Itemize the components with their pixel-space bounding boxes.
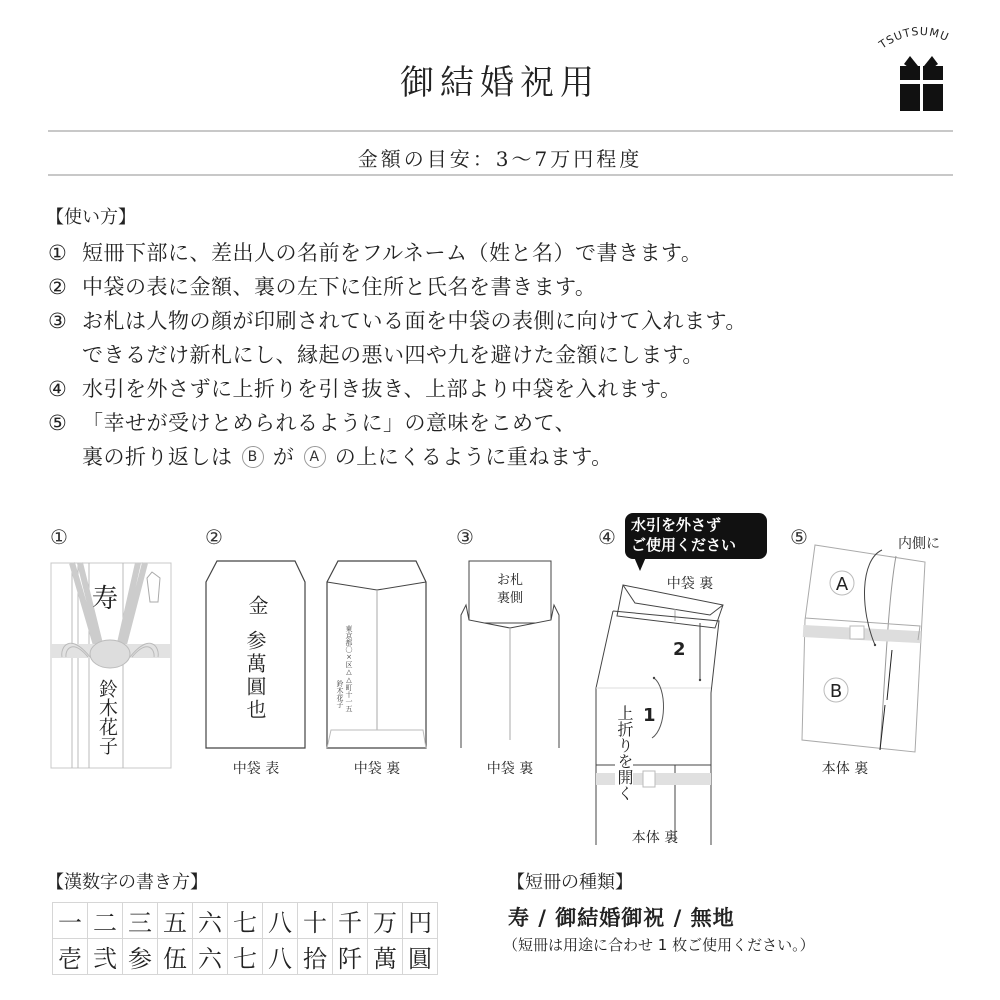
label-a-badge: A	[304, 446, 326, 468]
svg-text:TSUTSUMU: TSUTSUMU	[876, 24, 952, 52]
caption-fig3: 中袋 裏	[486, 761, 534, 777]
svg-text:寿: 寿	[91, 584, 119, 614]
usage-heading: 【使い方】	[46, 207, 136, 228]
figure-1-number: ①	[50, 525, 68, 549]
tanzaku-types: 寿 / 御結婚御祝 / 無地	[508, 906, 735, 930]
figure-4-insert-diagram	[595, 583, 725, 852]
usage-steps	[48, 236, 948, 474]
figure-2-inner-envelope-front	[205, 560, 307, 754]
step-1: ① 短冊下部に、差出人の名前をフルネーム（姓と名）で書きます。	[48, 241, 703, 265]
caption-fig5: 本体 裏	[821, 761, 869, 777]
callout-bubble: 水引を外さず ご使用ください	[625, 513, 767, 559]
figure-4-number: ④	[598, 525, 616, 549]
tanzaku-heading: 【短冊の種類】	[507, 872, 633, 893]
caption-inner-bag: 中袋 裏	[666, 576, 714, 592]
tanzaku-note: （短冊は用途に合わせ 1 枚ご使用ください。）	[503, 936, 815, 954]
divider	[48, 174, 953, 176]
figure-3-number: ③	[456, 525, 474, 549]
svg-text:2: 2	[673, 639, 686, 660]
amount-guide: 金額の目安：3〜7万円程度	[357, 147, 643, 171]
label-b-badge: B	[242, 446, 264, 468]
caption-inner-front: 中袋 表	[232, 761, 280, 777]
figure-5-number: ⑤	[790, 525, 808, 549]
svg-text:B: B	[829, 681, 843, 702]
inside-note: 内側に	[898, 536, 940, 552]
figure-5-fold-diagram	[800, 540, 930, 759]
sender-name: 鈴木花子	[96, 679, 118, 755]
figure-2-inner-envelope-back	[326, 560, 428, 754]
step-5: ⑤ 「幸せが受けとめられるように」の意味をこめて、 裏の折り返しは B が A の上にくるように重ねます。	[48, 411, 613, 469]
gift-box-icon	[866, 16, 976, 116]
row-formal: 壱 弐 参 伍 六 七 八 拾 阡 萬 圓	[53, 939, 438, 975]
figure-3-bill-insert	[460, 560, 560, 754]
bill-label-2: 裏側	[496, 591, 523, 606]
caption-inner-back: 中袋 裏	[353, 761, 401, 777]
figure-2-number: ②	[205, 525, 223, 549]
sender-address: 東京都〇×区△△町十一五	[345, 625, 353, 712]
divider	[48, 130, 953, 132]
step-4: ④ 水引を外さずに上折りを引き抜き、上部より中袋を入れます。	[48, 377, 682, 401]
amount-value: 参萬圓也	[243, 630, 267, 722]
bill-label-1: お札	[496, 573, 523, 588]
fold-instruction: 上折りを開く	[615, 705, 634, 801]
page-title: 御結婚祝用	[400, 63, 600, 103]
row-normal: 一 二 三 五 六 七 八 十 千 万 円	[53, 903, 438, 939]
step-3: ③ お札は人物の顔が印刷されている面を中袋の表側に向けて入れます。 できるだけ新札にし、縁起の悪い四や九を避けた金額にします。	[48, 309, 747, 367]
svg-text:1: 1	[643, 705, 656, 726]
kanji-numeral-table	[52, 902, 438, 975]
brand-logo	[866, 16, 976, 116]
figure-1-noshi-envelope	[50, 562, 172, 776]
caption-fig4: 本体 裏	[631, 830, 679, 846]
step-2: ② 中袋の表に金額、裏の左下に住所と氏名を書きます。	[48, 275, 597, 299]
svg-text:A: A	[835, 574, 849, 595]
kanji-heading: 【漢数字の書き方】	[46, 872, 208, 893]
amount-label: 金	[245, 595, 269, 615]
sender-name-back: 鈴木花子	[336, 680, 344, 708]
callout-pointer	[634, 557, 646, 571]
